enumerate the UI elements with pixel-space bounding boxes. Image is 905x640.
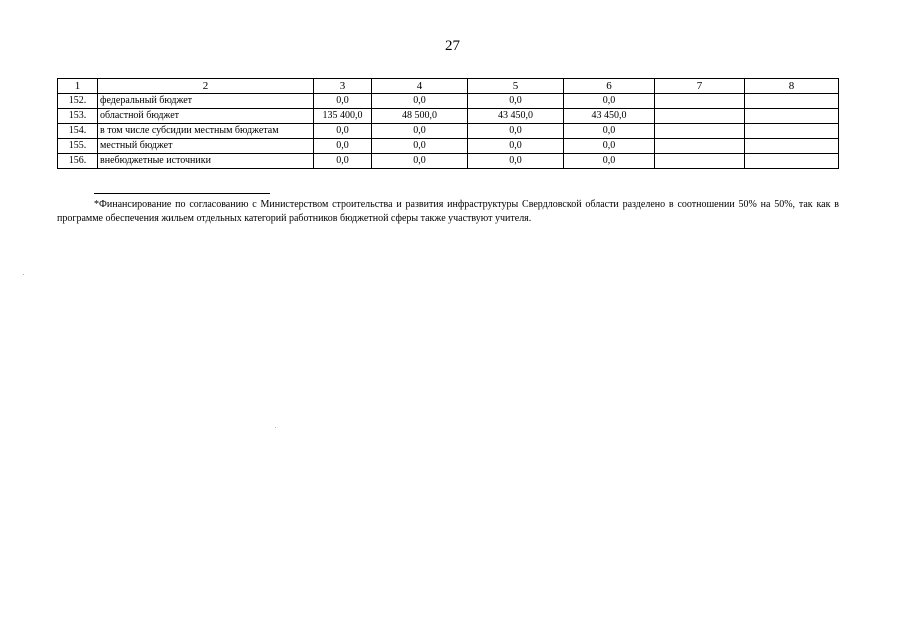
cell-col-7 (655, 109, 745, 124)
column-header: 1 (58, 79, 98, 94)
cell-col-8 (745, 154, 839, 169)
cell-col-7 (655, 94, 745, 109)
cell-col-4: 0,0 (372, 124, 468, 139)
cell-col-7 (655, 154, 745, 169)
row-number: 156. (58, 154, 98, 169)
row-number: 155. (58, 139, 98, 154)
table-row (58, 154, 839, 169)
cell-col-3: 0,0 (314, 139, 372, 154)
cell-col-6: 43 450,0 (564, 109, 655, 124)
column-header: 2 (98, 79, 314, 94)
cell-col-4: 0,0 (372, 94, 468, 109)
cell-col-3: 135 400,0 (314, 109, 372, 124)
cell-col-5: 0,0 (468, 139, 564, 154)
column-header: 7 (655, 79, 745, 94)
table-header-row (58, 79, 839, 94)
cell-col-4: 0,0 (372, 139, 468, 154)
cell-col-3: 0,0 (314, 94, 372, 109)
footnote-text: *Финансирование по согласованию с Министерством строительства и развития инфраструктуры Свердловской области разделено в соотношении 50% на 50%, так как в программе обеспечения жильем отдельных категорий работников бюджетной сферы также участвуют учителя. (57, 199, 839, 224)
scan-speck (275, 427, 276, 428)
cell-col-4: 48 500,0 (372, 109, 468, 124)
column-header: 5 (468, 79, 564, 94)
cell-col-8 (745, 124, 839, 139)
row-label: в том числе субсидии местным бюджетам (98, 124, 314, 139)
row-label: внебюджетные источники (98, 154, 314, 169)
row-label: областной бюджет (98, 109, 314, 124)
table-row (58, 124, 839, 139)
budget-table (57, 78, 839, 169)
page-number: 27 (445, 38, 460, 54)
cell-col-6: 0,0 (564, 124, 655, 139)
cell-col-3: 0,0 (314, 124, 372, 139)
table-row (58, 94, 839, 109)
cell-col-3: 0,0 (314, 154, 372, 169)
cell-col-7 (655, 139, 745, 154)
column-header: 6 (564, 79, 655, 94)
scan-speck (23, 274, 24, 275)
cell-col-5: 0,0 (468, 124, 564, 139)
cell-col-5: 0,0 (468, 154, 564, 169)
row-number: 154. (58, 124, 98, 139)
cell-col-6: 0,0 (564, 139, 655, 154)
row-number: 152. (58, 94, 98, 109)
table-row (58, 109, 839, 124)
cell-col-6: 0,0 (564, 94, 655, 109)
cell-col-8 (745, 109, 839, 124)
footnote-separator (94, 193, 270, 194)
cell-col-8 (745, 139, 839, 154)
column-header: 4 (372, 79, 468, 94)
cell-col-4: 0,0 (372, 154, 468, 169)
row-label: федеральный бюджет (98, 94, 314, 109)
column-header: 3 (314, 79, 372, 94)
cell-col-8 (745, 94, 839, 109)
column-header: 8 (745, 79, 839, 94)
row-number: 153. (58, 109, 98, 124)
cell-col-7 (655, 124, 745, 139)
table-row (58, 139, 839, 154)
cell-col-6: 0,0 (564, 154, 655, 169)
row-label: местный бюджет (98, 139, 314, 154)
cell-col-5: 0,0 (468, 94, 564, 109)
cell-col-5: 43 450,0 (468, 109, 564, 124)
